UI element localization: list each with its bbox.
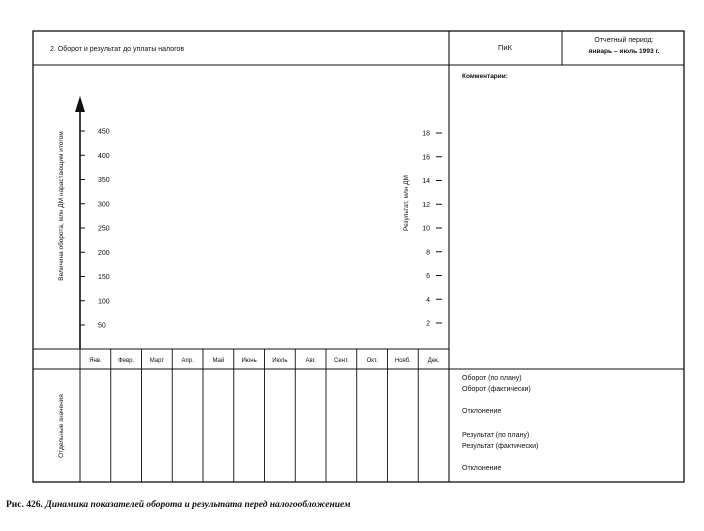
form-code: ПиК xyxy=(498,43,512,52)
legend-entry: Отклонение xyxy=(462,408,502,415)
side-label: Отдельные значения xyxy=(58,394,65,458)
month-columns xyxy=(89,349,440,482)
y-tick-label: 100 xyxy=(98,298,110,306)
y2-tick-label: 2 xyxy=(426,320,430,328)
y2-tick-label: 18 xyxy=(422,130,430,138)
y-axis-label: Величина оборота, млн ДМ нарастающим итогом xyxy=(58,131,65,281)
y-tick-label: 300 xyxy=(98,201,110,209)
legend-entry: Результат (по плану) xyxy=(462,432,530,439)
y2-tick-label: 8 xyxy=(426,249,430,257)
y2-tick-label: 10 xyxy=(422,225,430,233)
y2-tick-label: 16 xyxy=(422,154,430,162)
form-border xyxy=(33,31,684,482)
legend-entry: Оборот (фактически) xyxy=(462,386,531,393)
y2-tick-label: 14 xyxy=(422,178,430,185)
y2-axis-label: Результат, млн ДМ xyxy=(403,175,410,231)
period-value: январь – июль 1993 г. xyxy=(588,48,660,55)
y-tick-label: 150 xyxy=(98,274,110,281)
x-tick-label: Март xyxy=(149,358,165,364)
x-tick-label: Апр. xyxy=(181,358,194,364)
y2-tick-label: 4 xyxy=(426,296,430,304)
y-tick-label: 400 xyxy=(98,152,110,160)
x-tick-label: Дек. xyxy=(427,358,440,364)
values-legend xyxy=(462,374,538,472)
y-tick-label: 50 xyxy=(98,322,106,330)
x-tick-label: Июнь xyxy=(241,358,257,364)
period-label: Отчетный период: xyxy=(594,37,654,44)
y-tick-label: 250 xyxy=(98,225,110,233)
legend-entry: Отклонение xyxy=(462,465,502,472)
y2-tick-label: 6 xyxy=(426,273,430,280)
legend-entry: Результат (фактически) xyxy=(462,443,539,450)
x-tick-label: Нояб. xyxy=(394,358,411,364)
x-tick-label: Май xyxy=(212,358,225,364)
y-tick-label: 450 xyxy=(98,128,110,136)
comments-label: Комментарии: xyxy=(462,73,508,80)
legend-entry: Оборот (по плану) xyxy=(462,375,522,382)
caption-text: Динамика показателей оборота и результата перед налогообложением xyxy=(45,500,351,510)
x-tick-label: Июль xyxy=(272,358,288,364)
x-tick-label: Янв. xyxy=(89,358,102,364)
figure-caption xyxy=(6,500,351,510)
y2-axis-ticks xyxy=(422,131,442,328)
x-tick-label: Февр. xyxy=(118,358,135,364)
x-tick-label: Окт. xyxy=(366,358,378,364)
y-tick-label: 350 xyxy=(98,177,110,184)
x-tick-label: Авг. xyxy=(305,358,316,364)
caption-number: Рис. 426. xyxy=(6,500,43,510)
y-axis-arrow xyxy=(75,96,85,112)
form-title: 2. Оборот и результат до уплаты налогов xyxy=(50,46,185,53)
y2-tick-label: 12 xyxy=(422,201,430,209)
y-axis-ticks xyxy=(80,129,110,330)
y-tick-label: 200 xyxy=(98,249,110,257)
x-tick-label: Сент. xyxy=(334,358,349,364)
